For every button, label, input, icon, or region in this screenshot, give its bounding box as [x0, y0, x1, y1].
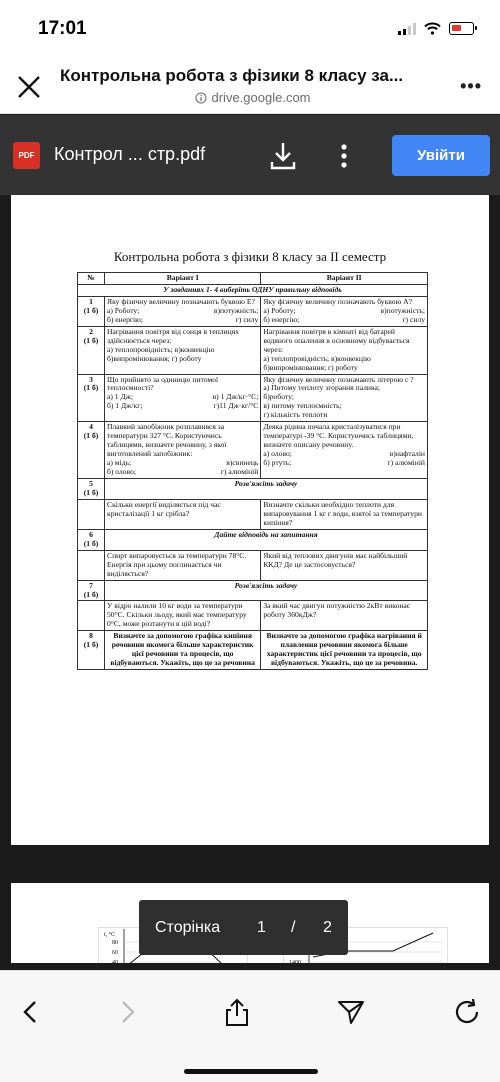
send-icon[interactable] — [336, 997, 366, 1027]
question-number: 6 (1 б) — [78, 529, 105, 550]
page-label: Сторінка — [155, 919, 221, 936]
browser-bottom-bar — [0, 970, 500, 1082]
table-row — [78, 326, 428, 374]
section-label: Дайте відповідь на запитання — [105, 529, 428, 550]
variant-1-cell: Спирт випаровується за температури 78°С. Енергія при цьому поглинається чи виділяється? — [105, 550, 261, 580]
page-separator: / — [291, 919, 296, 936]
col-num: № — [78, 273, 105, 285]
home-indicator — [184, 1069, 318, 1074]
section-label: У завданнях 1- 4 виберіть ОДНУ правильну відповідь — [78, 284, 428, 296]
empty-cell — [78, 499, 105, 529]
section-label: Розв'яжіть задачу — [105, 479, 428, 500]
page-indicator — [139, 900, 348, 955]
browser-top-bar — [0, 56, 500, 114]
variant-2-cell: За який час двигун потужністю 2кВт виконає роботу 360кДж? — [261, 601, 428, 631]
graph-1-ylabel: t, °C — [104, 932, 116, 938]
status-icons — [398, 22, 474, 35]
variant-1-cell: Яку фізичну величину позначають буквою Е? а) Роботу; в)потужність; б) енергію; г) силу — [105, 296, 261, 326]
close-icon[interactable] — [14, 72, 44, 102]
download-icon[interactable] — [268, 140, 298, 172]
reload-icon[interactable] — [452, 997, 482, 1027]
graph-1-tick: 80 — [112, 940, 118, 946]
status-time: 17:01 — [38, 18, 87, 39]
table-row — [78, 601, 428, 631]
forward-icon[interactable] — [112, 997, 142, 1027]
question-number: 1 (1 б) — [78, 296, 105, 326]
back-icon[interactable] — [16, 997, 46, 1027]
variant-2-cell: Нагрівання повітря в кімнаті від батарей водяного опалення в основному відбувається через: а) теплопровідність; в)конвекцію б)випромінювання; г) роботу — [261, 326, 428, 374]
share-icon[interactable] — [222, 997, 252, 1027]
variant-1-cell: Скільки енергії виділяється під час кристалізації 1 кг срібла? — [105, 499, 261, 529]
variant-2-cell: Яку фізичну величину позначають літерою с ? а) Питому теплоту згорання палива; б)роботу; в) питому теплоємність; г) кількість теплоти — [261, 374, 428, 422]
table-row — [78, 422, 428, 479]
variant-2-cell: Який від теплових двигунів має найбільший ККД? Де це застосовується? — [261, 550, 428, 580]
graph-1-tick: 40 — [112, 960, 118, 966]
pdf-title: Контрольна робота з фізики 8 класу за ІІ семестр — [113, 249, 387, 264]
table-row — [78, 550, 428, 580]
page-total: 2 — [323, 919, 332, 936]
kebab-menu-icon[interactable] — [337, 143, 351, 169]
question-number: 8 (1 б) — [78, 631, 105, 670]
page-title: Контрольна робота з фізики 8 класу за... — [60, 66, 404, 85]
graph-2-tick: 1400 — [289, 960, 301, 966]
question-number: 3 (1 б) — [78, 374, 105, 422]
title-area — [60, 66, 445, 105]
variant-1-cell: Плавкий запобіжник розплавився за температури 327 °С. Користуючись таблицями, визначте речовину, з якої виготовлений запобіжник: а) мідь; в)свинець б) олово; г) алюміній — [105, 422, 261, 479]
variant-1-cell: Нагрівання повітря від сонця в теплицях здійснюється через: а) теплопровідність; в)конвекцію б)випромінювання; г) роботу — [105, 326, 261, 374]
variant-2-cell: Деяка рідина почала кристалізуватися при температурі -39 °С. Користуючись таблицями, визначте описану речовину. а) олово; в)нафталін б) ртуть; г) алюміній — [261, 422, 428, 479]
table-row — [78, 529, 428, 550]
empty-cell — [78, 601, 105, 631]
pdf-page-1 — [11, 195, 489, 845]
status-bar — [0, 0, 500, 56]
question-number: 7 (1 б) — [78, 580, 105, 601]
question-number: 4 (1 б) — [78, 422, 105, 479]
more-icon[interactable]: ••• — [460, 76, 482, 96]
variant-2-cell: Визначте за допомогою графіка нагрівання й плавлення речовини якомога більше характеристик цієї речовини та процесів, що відбуваються. Укажіть, що це за речовина. — [261, 631, 428, 670]
sign-in-button[interactable]: Увійти — [392, 135, 490, 176]
section-row — [78, 284, 428, 296]
col-variant-2: Варіант ІІ — [261, 273, 428, 285]
table-header-row — [78, 273, 428, 285]
domain-row — [60, 90, 445, 105]
test-table — [77, 272, 428, 670]
battery-icon — [449, 22, 474, 35]
variant-2-cell: Яку фізичну величину позначають буквою А? а) Роботу; в)потужність; б) енергію; г) силу — [261, 296, 428, 326]
question-number: 5 (1 б) — [78, 479, 105, 500]
empty-cell — [78, 550, 105, 580]
table-row — [78, 631, 428, 670]
graph-1-tick: 60 — [112, 950, 118, 956]
pdf-file-icon: PDF — [13, 142, 40, 169]
variant-2-cell: Визначте скільки необхідно теплоти для випаровування 1 кг г води, взятої за температури кипіння? — [261, 499, 428, 529]
table-row — [78, 499, 428, 529]
table-row — [78, 296, 428, 326]
file-name: Контрол ... стр.pdf — [54, 144, 206, 164]
signal-icon — [398, 23, 416, 35]
table-row — [78, 479, 428, 500]
section-label: Розв'яжіть задачу — [105, 580, 428, 601]
page-current: 1 — [257, 919, 266, 936]
table-row — [78, 374, 428, 422]
variant-1-cell: Визначте за допомогою графіка кипіння речовини якомога більше характеристик цієї речовини та процесів, що відбуваються. Укажіть, що це за речовина — [105, 631, 261, 670]
variant-1-cell: У відро налили 10 кг води за температури 50°С. Скільки льоду, який має температуру 0°С, може розтанути в цій воді? — [105, 601, 261, 631]
question-number: 2 (1 б) — [78, 326, 105, 374]
table-row — [78, 580, 428, 601]
col-variant-1: Варіант І — [105, 273, 261, 285]
info-icon — [195, 92, 207, 104]
wifi-icon — [424, 22, 441, 35]
variant-1-cell: Що прийнято за одиницю питомої теплоємності? а) 1 Дж; в) 1 Дж/кг·°С; б) 1 Дж/кг; г)11 Дж·кг/°С — [105, 374, 261, 422]
domain-text: drive.google.com — [211, 90, 311, 105]
